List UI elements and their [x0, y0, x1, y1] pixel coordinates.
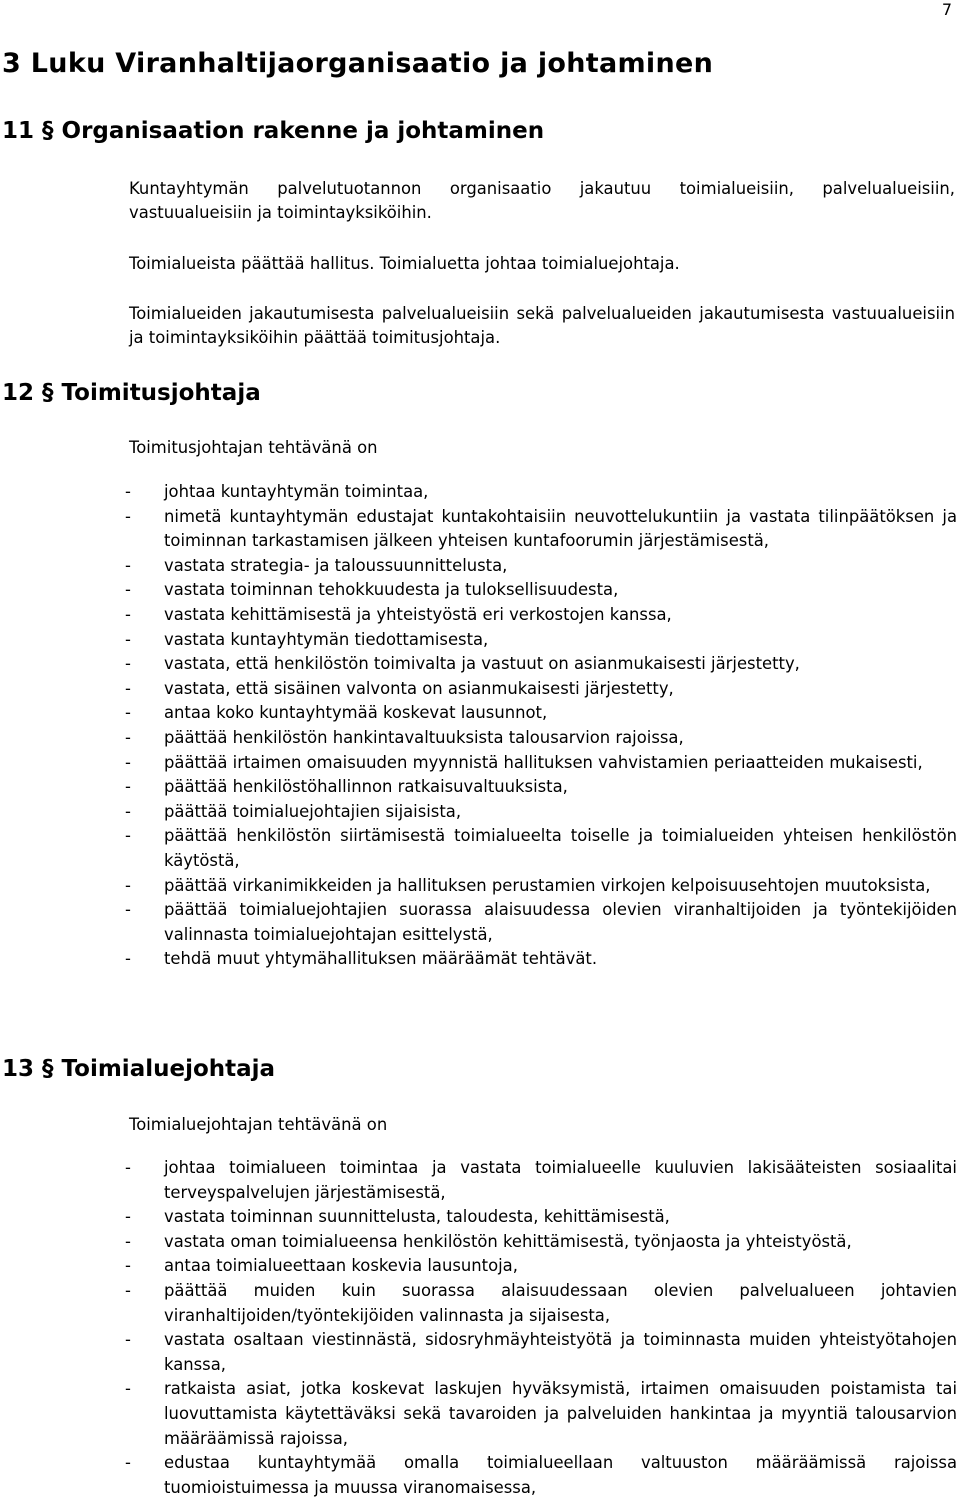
list-item-text: päättää muiden kuin suorassa alaisuudessaan olevien palvelualueen johtavien viranhaltijoiden/työntekijöiden valinnasta ja sijaisesta,	[164, 1280, 957, 1325]
list-item: - päättää virkanimikkeiden ja hallituksen perustamien virkojen kelpoisuusehtojen muutoksista,	[125, 875, 931, 895]
list-item-text: päättää virkanimikkeiden ja hallituksen perustamien virkojen kelpoisuusehtojen muutoksista,	[164, 875, 931, 895]
list-item-text: edustaa kuntayhtymää omalla toimialueellaan valtuuston määräämissä rajoissa tuomioistuimessa ja muussa viranomaisessa,	[164, 1453, 957, 1497]
list-item-text: vastata osaltaan viestinnästä, sidosryhmäyhteistyötä ja toiminnasta muiden yhteistyötahojen kanssa,	[164, 1330, 957, 1374]
section-13-title: 13 § Toimialuejohtaja	[2, 1056, 276, 1082]
list-item: - vastata, että henkilöstön toimivalta ja vastuut on asianmukaisesti järjestetty,	[125, 654, 800, 674]
list-item: - tehdä muut yhtymähallituksen määräämät tehtävät.	[125, 949, 598, 969]
section-12-intro: Toimitusjohtajan tehtävänä on	[129, 438, 378, 457]
list-item-text: vastata kehittämisestä ja yhteistyöstä eri verkostojen kanssa,	[164, 604, 672, 624]
list-item: - päättää henkilöstön siirtämisestä toimialueelta toiselle ja toimialueiden yhteisen henkilöstön käytöstä,	[125, 826, 957, 870]
page-number: 7	[941, 0, 952, 19]
list-item: - vastata kehittämisestä ja yhteistyöstä eri verkostojen kanssa,	[125, 604, 672, 624]
list-item: - vastata strategia- ja taloussuunnittelusta,	[125, 555, 508, 575]
list-item: - vastata oman toimialueensa henkilöstön kehittämisestä, työnjaosta ja yhteistyöstä,	[125, 1231, 852, 1251]
section-13-task-list	[125, 1156, 957, 1500]
list-item-text: vastata toiminnan suunnittelusta, taloudesta, kehittämisestä,	[164, 1207, 670, 1227]
list-item-text: vastata toiminnan tehokkuudesta ja tuloksellisuudesta,	[164, 580, 619, 600]
list-item: - johtaa toimialueen toimintaa ja vastata toimialueelle kuuluvien lakisääteisten sosiaalitai terveyspalvelujen järjestämisestä,	[125, 1158, 957, 1202]
list-item-text: vastata, että sisäinen valvonta on asianmukaisesti järjestetty,	[164, 678, 674, 698]
list-item-text: päättää henkilöstöhallinnon ratkaisuvaltuuksista,	[164, 777, 568, 797]
list-item-text: antaa toimialueettaan koskevia lausuntoja,	[164, 1256, 518, 1276]
list-item: - vastata toiminnan tehokkuudesta ja tuloksellisuudesta,	[125, 580, 619, 600]
section-11-paragraph: Toimialueiden jakautumisesta palvelualueisiin sekä palvelualueiden jakautumisesta vastuualueisiin ja toimintayksiköihin päättää toimitusjohtaja.	[129, 304, 955, 347]
list-item-text: päättää henkilöstön hankintavaltuuksista talousarvion rajoissa,	[164, 727, 684, 747]
list-item: - päättää muiden kuin suorassa alaisuudessaan olevien palvelualueen johtavien viranhaltijoiden/työntekijöiden valinnasta ja sijaisesta,	[125, 1280, 957, 1325]
section-12-task-list	[125, 480, 957, 972]
chapter-title: 3 Luku Viranhaltijaorganisaatio ja johtaminen	[2, 48, 714, 79]
section-11-paragraph: Toimialueista päättää hallitus. Toimialuetta johtaa toimialuejohtaja.	[129, 254, 680, 273]
list-item: - päättää henkilöstöhallinnon ratkaisuvaltuuksista,	[125, 777, 568, 797]
list-item: - vastata, että sisäinen valvonta on asianmukaisesti järjestetty,	[125, 678, 674, 698]
list-item-text: vastata kuntayhtymän tiedottamisesta,	[164, 629, 489, 649]
list-item-text: tehdä muut yhtymähallituksen määräämät tehtävät.	[164, 949, 598, 969]
list-item-text: päättää toimialuejohtajien sijaisista,	[164, 801, 462, 821]
list-item: - vastata toiminnan suunnittelusta, taloudesta, kehittämisestä,	[125, 1207, 670, 1227]
section-11-title: 11 § Organisaation rakenne ja johtaminen	[2, 118, 545, 144]
list-item: - vastata kuntayhtymän tiedottamisesta,	[125, 629, 489, 649]
list-item: - johtaa kuntayhtymän toimintaa,	[125, 482, 429, 501]
list-item-text: nimetä kuntayhtymän edustajat kuntakohtaisiin neuvottelukuntiin ja vastata tilinpäätöksen ja toiminnan tarkastamisen jälkeen yhteisen kuntafoorumin järjestämisestä,	[164, 506, 957, 551]
list-item-text: vastata oman toimialueensa henkilöstön kehittämisestä, työnjaosta ja yhteistyöstä,	[164, 1231, 852, 1251]
list-item-text: vastata, että henkilöstön toimivalta ja vastuut on asianmukaisesti järjestetty,	[164, 654, 800, 674]
list-item: - päättää toimialuejohtajien suorassa alaisuudessa olevien viranhaltijoiden ja työntekijöiden valinnasta toimialuejohtajan esittelystä,	[125, 900, 957, 944]
list-item: - nimetä kuntayhtymän edustajat kuntakohtaisiin neuvottelukuntiin ja vastata tilinpäätöksen ja toiminnan tarkastamisen jälkeen yhteisen kuntafoorumin järjestämisestä,	[125, 506, 957, 551]
list-item: - päättää henkilöstön hankintavaltuuksista talousarvion rajoissa,	[125, 727, 684, 747]
list-item-text: päättää irtaimen omaisuuden myynnistä hallituksen vahvistamien periaatteiden mukaisesti,	[164, 752, 923, 772]
list-item-text: vastata strategia- ja taloussuunnittelusta,	[164, 555, 508, 575]
list-item: - antaa toimialueettaan koskevia lausuntoja,	[125, 1256, 518, 1276]
list-item: - päättää irtaimen omaisuuden myynnistä hallituksen vahvistamien periaatteiden mukaisesti,	[125, 752, 923, 772]
list-item-text: päättää toimialuejohtajien suorassa alaisuudessa olevien viranhaltijoiden ja työntekijöiden valinnasta toimialuejohtajan esittelystä,	[164, 900, 957, 944]
list-item: - ratkaista asiat, jotka koskevat laskujen hyväksymistä, irtaimen omaisuuden poistamista tai luovuttamista käytettäväksi sekä tavaroiden ja palveluiden hankintaa ja myyntiä talousarvion määräämissä rajoissa,	[125, 1379, 957, 1448]
section-13-intro: Toimialuejohtajan tehtävänä on	[129, 1115, 388, 1134]
list-item-text: antaa koko kuntayhtymää koskevat lausunnot,	[164, 703, 548, 723]
list-item: - antaa koko kuntayhtymää koskevat lausunnot,	[125, 703, 548, 723]
list-item-text: johtaa kuntayhtymän toimintaa,	[164, 482, 429, 501]
list-item-text: johtaa toimialueen toimintaa ja vastata toimialueelle kuuluvien lakisääteisten sosiaalitai terveyspalvelujen järjestämisestä,	[164, 1158, 957, 1202]
list-item: - päättää toimialuejohtajien sijaisista,	[125, 801, 462, 821]
list-item-text: päättää henkilöstön siirtämisestä toimialueelta toiselle ja toimialueiden yhteisen henkilöstön käytöstä,	[164, 826, 957, 870]
list-item: - vastata osaltaan viestinnästä, sidosryhmäyhteistyötä ja toiminnasta muiden yhteistyötahojen kanssa,	[125, 1330, 957, 1374]
list-item-text: ratkaista asiat, jotka koskevat laskujen hyväksymistä, irtaimen omaisuuden poistamista tai luovuttamista käytettäväksi sekä tavaroiden ja palveluiden hankintaa ja myyntiä talousarvion määräämissä rajoissa,	[164, 1379, 957, 1448]
list-item: - edustaa kuntayhtymää omalla toimialueellaan valtuuston määräämissä rajoissa tuomioistuimessa ja muussa viranomaisessa,	[125, 1453, 957, 1497]
section-11-paragraph: Kuntayhtymän palvelutuotannon organisaatio jakautuu toimialueisiin, palvelualueisiin, vastuualueisiin ja toimintayksiköihin.	[129, 179, 955, 222]
section-12-title: 12 § Toimitusjohtaja	[2, 380, 261, 406]
